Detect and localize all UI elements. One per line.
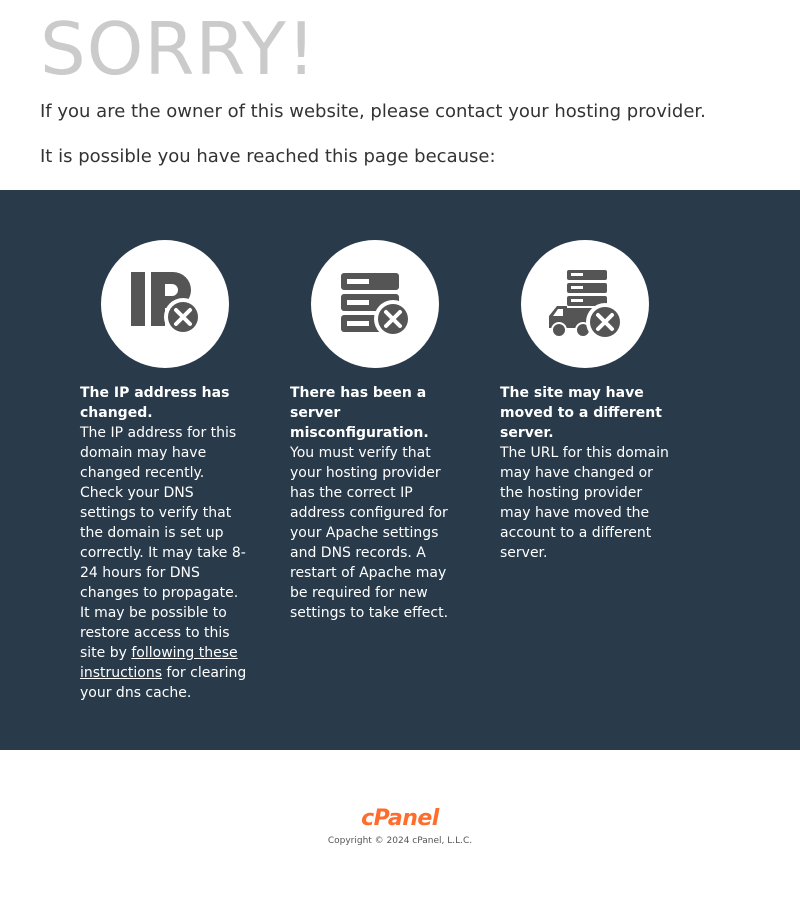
ip-icon-circle [101,240,229,368]
reason-text: The URL for this domain may have changed or the hosting provider may have moved the account to a different server. [500,445,669,561]
cpanel-logo: cPanel [361,806,439,831]
reason-heading: There has been a server misconfiguration. [290,385,429,441]
server-icon-circle [311,240,439,368]
reason-intro: It is possible you have reached this page because: [40,146,496,167]
reason-text-before-link: The IP address for this domain may have changed recently. Check your DNS settings to verify that the domain is set up correctly. It may take 8-24 hours for DNS changes to propagate. It may be possible to restore access to this site by [80,425,246,661]
reasons-section [0,190,800,750]
ip-address-error-icon [125,264,205,344]
page-title: SORRY! [40,7,317,91]
owner-message: If you are the owner of this website, please contact your hosting provider. [40,101,706,122]
reason-heading: The IP address has changed. [80,385,230,421]
reason-heading: The site may have moved to a different server. [500,385,662,441]
server-moved-icon-circle [521,240,649,368]
reason-text [80,423,250,703]
footer [0,806,800,846]
reason-server-misconfiguration [290,240,460,623]
copyright-text: Copyright © 2024 cPanel, L.L.C. [327,836,473,846]
reason-site-moved [500,240,670,563]
server-error-icon [335,264,415,344]
dns-instructions-link[interactable]: following these instructions [80,645,238,681]
server-moved-error-icon [545,264,625,344]
reason-ip-changed [80,240,250,703]
reason-text: You must verify that your hosting provider has the correct IP address configured for your Apache settings and DNS records. A restart of Apache may be required for new settings to take effect. [290,445,449,621]
header-section [0,0,800,190]
reason-text-after-link: for clearing your dns cache. [80,665,247,701]
